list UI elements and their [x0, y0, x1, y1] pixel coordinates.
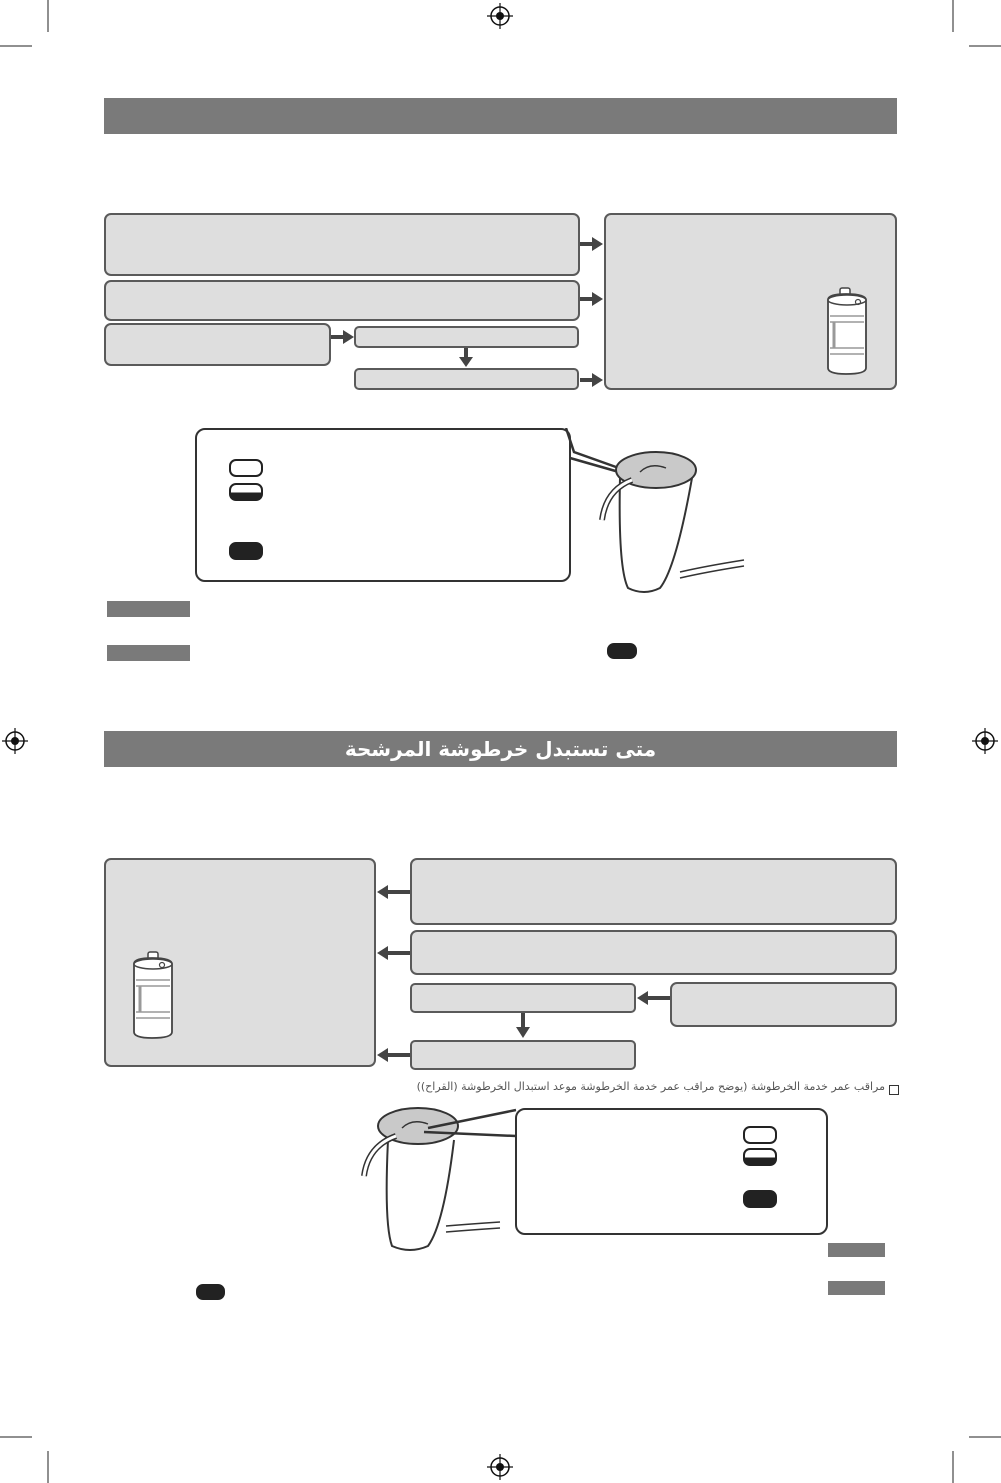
condition-box: [410, 858, 897, 925]
step-box: [354, 368, 579, 390]
note-tag: [107, 645, 190, 661]
condition-box: [104, 213, 580, 276]
step-box: [410, 1040, 636, 1070]
arrow-down-icon: [458, 348, 474, 368]
arrow-down-icon: [515, 1013, 531, 1039]
note-tag: [828, 1281, 885, 1295]
indicator-light-on: [607, 643, 637, 659]
arrow-right-icon: [580, 236, 604, 252]
indicator-light-off: [229, 459, 263, 477]
indicator-light-half: [229, 483, 263, 501]
lifetime-indicator-label: مراقب عمر خدمة الخرطوشة (يوضح مراقب عمر خدمة الخرطوشة موعد استبدال الخرطوشة (القراح)): [416, 1080, 885, 1093]
arrow-right-icon: [580, 291, 604, 307]
faucet-filter-icon: [596, 438, 746, 598]
condition-box: [104, 280, 580, 321]
note-tag: [107, 601, 190, 617]
indicator-light-on: [196, 1284, 225, 1300]
indicator-callout: [515, 1108, 828, 1235]
indicator-light-on: [743, 1190, 777, 1208]
step-box: [354, 326, 579, 348]
indicator-light-on: [229, 542, 263, 560]
filter-cartridge-icon: [128, 950, 178, 1040]
note-tag: [828, 1243, 885, 1257]
arrow-left-icon: [376, 1047, 410, 1063]
indicator-light-half: [743, 1148, 777, 1166]
arrow-left-icon: [376, 884, 410, 900]
section-title: متى تستبدل خرطوشة المرشحة: [344, 737, 657, 761]
filter-cartridge-icon: [822, 286, 872, 376]
section-title: [104, 98, 897, 134]
bullet-checkbox: [889, 1085, 899, 1095]
arrow-right-icon: [331, 329, 355, 345]
condition-box: [410, 930, 897, 975]
section-header-bar: [104, 98, 897, 134]
arrow-left-icon: [376, 945, 410, 961]
section-header-bar: [104, 731, 897, 767]
condition-box: [670, 982, 897, 1027]
faucet-filter-icon: [358, 1094, 518, 1254]
arrow-right-icon: [580, 372, 604, 388]
step-box: [410, 983, 636, 1013]
condition-box: [104, 323, 331, 366]
indicator-light-off: [743, 1126, 777, 1144]
arrow-left-icon: [636, 990, 670, 1006]
